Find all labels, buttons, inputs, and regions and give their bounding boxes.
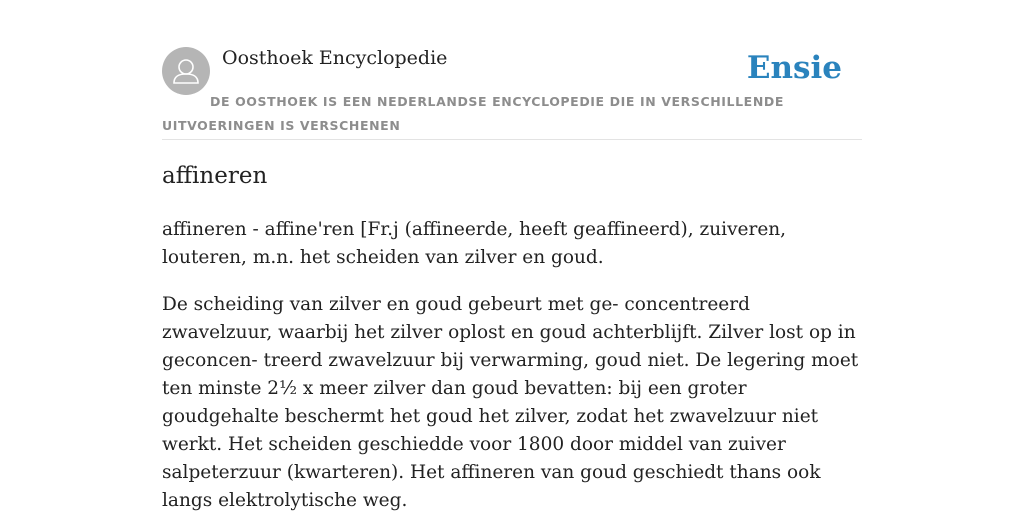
page-title: affineren bbox=[162, 163, 268, 189]
article-paragraph-2: De scheiding van zilver en goud gebeurt met ge- concentreerd zwavelzuur, waarbij het zilver oplost en goud achterblijft. Zilver lost op in geconcen- treerd zwavelzuur bij verwarming, goud niet. De legering moet ten minste 2½ x meer zilver dan goud bevatten: bij een groter goudgehalte beschermt het goud het zilver, zodat het zwavelzuur niet werkt. Het scheiden geschiedde voor 1800 door middel van zuiver salpeterzuur (kwarteren). Het affineren van goud geschiedt thans ook langs elektrolytische weg. bbox=[162, 294, 859, 511]
article-paragraph-1: affineren - affine'ren [Fr.j (affineerde, heeft geaffineerd), zuiveren, louteren, m.n. het scheiden van zilver en goud. bbox=[162, 219, 787, 268]
user-avatar-icon[interactable] bbox=[162, 47, 210, 95]
author-name[interactable]: Oosthoek Encyclopedie bbox=[222, 47, 448, 69]
author-description: DE OOSTHOEK IS EEN NEDERLANDSE ENCYCLOPEDIE DIE IN VERSCHILLENDE UITVOERINGEN IS VERSCHENEN bbox=[162, 94, 784, 133]
brand-logo[interactable]: Ensie bbox=[746, 50, 842, 86]
header-divider bbox=[162, 139, 862, 140]
